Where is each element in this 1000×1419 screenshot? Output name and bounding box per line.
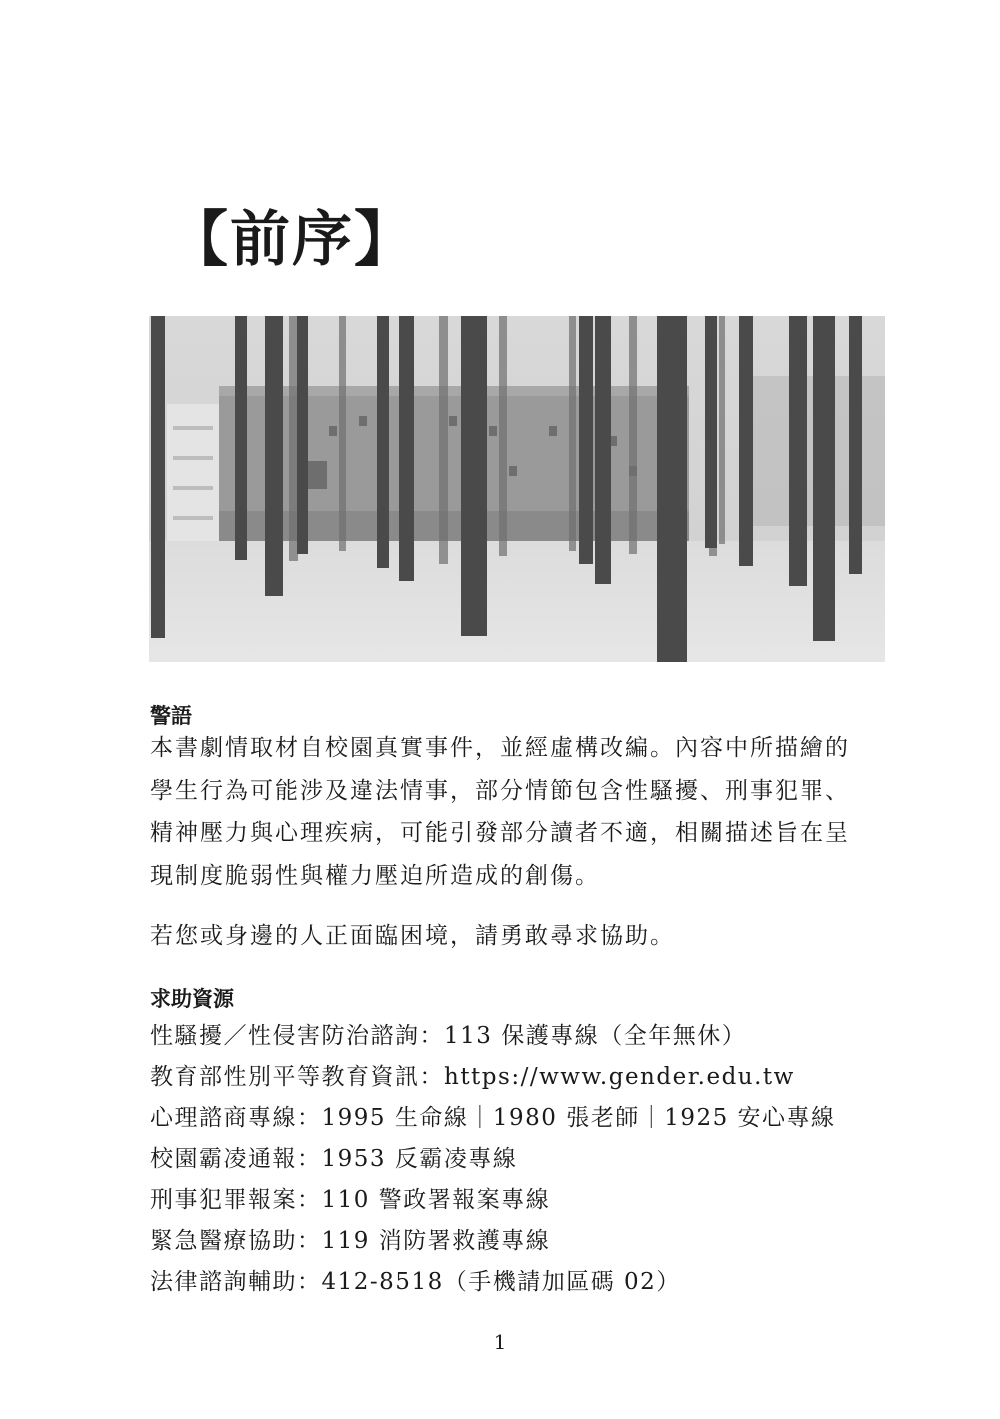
warning-line: 現制度脆弱性與權力壓迫所造成的創傷。 <box>150 862 600 889</box>
resource-item: 性騷擾／性侵害防治諮詢：113 保護專線（全年無休） <box>150 1023 747 1049</box>
warning-paragraph <box>150 727 890 897</box>
warning-line: 精神壓力與心理疾病，可能引發部分讀者不適，相關描述旨在呈 <box>150 820 850 846</box>
resource-item: 法律諮詢輔助：412-8518（手機請加區碼 02） <box>150 1269 681 1295</box>
resource-item: 校園霸凌通報：1953 反霸凌專線 <box>150 1146 518 1172</box>
resources-heading: 求助資源 <box>150 987 234 1011</box>
page-title: 【前序】 <box>168 205 416 275</box>
encouragement-text: 若您或身邊的人正面臨困境，請勇敢尋求協助。 <box>150 923 675 949</box>
resource-item: 心理諮商專線：1995 生命線｜1980 張老師｜1925 安心專線 <box>150 1105 836 1131</box>
warning-line: 學生行為可能涉及違法情事，部分情節包含性騷擾、刑事犯罪、 <box>150 777 850 804</box>
page-number: 1 <box>493 1330 507 1354</box>
resources-list <box>150 1016 836 1303</box>
resource-item: 教育部性別平等教育資訊：https://www.gender.edu.tw <box>150 1064 795 1090</box>
resource-item: 緊急醫療協助：119 消防署救護專線 <box>150 1228 551 1254</box>
warning-heading: 警語 <box>150 704 192 728</box>
warning-line: 本書劇情取材自校園真實事件，並經虛構改編。內容中所描繪的 <box>150 735 850 761</box>
forest-building-photo <box>149 316 885 662</box>
resource-item: 刑事犯罪報案：110 警政署報案專線 <box>150 1187 551 1213</box>
